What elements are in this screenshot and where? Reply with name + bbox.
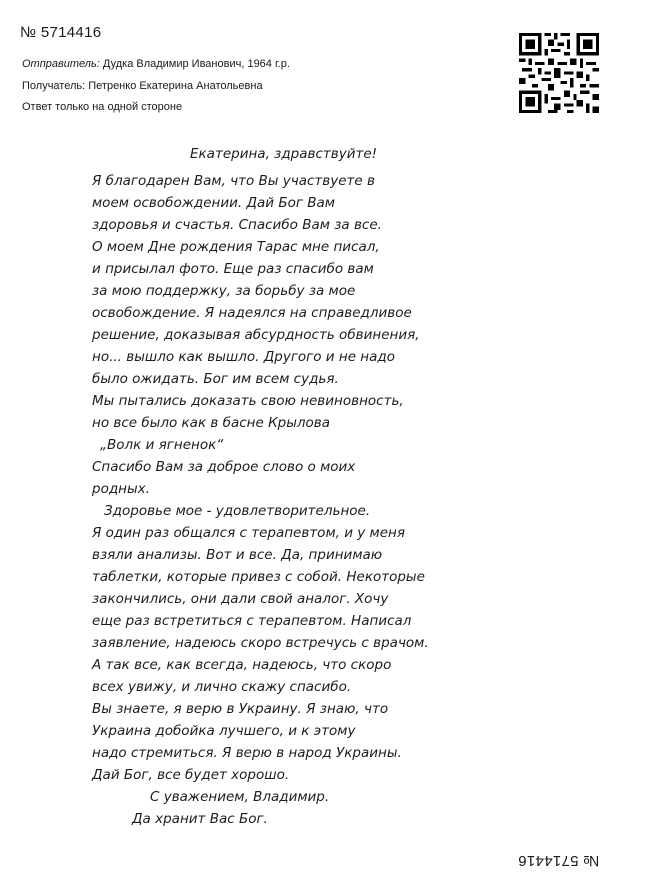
letter-line: А так все, как всегда, надеюсь, что скоро (92, 657, 392, 673)
reply-note: Ответ только на одной стороне (22, 101, 183, 113)
recipient-label: Получатель: (22, 80, 86, 92)
letter-line: решение, доказывая абсурдность обвинения, (92, 327, 420, 343)
letter-line: заявление, надеюсь скоро встречусь с врачом. (92, 635, 429, 651)
letter-line: закончились, они дали свой аналог. Хочу (92, 591, 389, 607)
letter-greeting: Екатерина, здравствуйте! (190, 146, 378, 162)
document-number-rotated: № 5714416 (518, 852, 600, 869)
letter-line: таблетки, которые привез с собой. Некоторые (92, 569, 425, 585)
document-number: № 5714416 (20, 24, 102, 41)
recipient-value: Петренко Екатерина Анатольевна (88, 80, 263, 92)
letter-line: „Волк и ягненок“ (100, 437, 224, 453)
letter-line: Спасибо Вам за доброе слово о моих (92, 459, 356, 475)
sender-value: Дудка Владимир Иванович, 1964 г.р. (102, 58, 290, 70)
letter-line: всех увижу, и лично скажу спасибо. (92, 679, 352, 695)
sender-label: Отправитель: (22, 58, 100, 70)
letter-line: Украина добойка лучшего, и к этому (92, 723, 356, 739)
letter-line: было ожидать. Бог им всем судья. (92, 371, 339, 387)
letter-line: и присылал фото. Еще раз спасибо вам (92, 261, 374, 277)
letter-line: но... вышло как вышло. Другого и не надо (92, 349, 395, 365)
letter-line: здоровья и счастья. Спасибо Вам за все. (92, 217, 382, 233)
letter-line: Здоровье мое - удовлетворительное. (104, 503, 371, 519)
letter-line: взяли анализы. Вот и все. Да, принимаю (92, 547, 383, 563)
letter-line: Вы знаете, я верю в Украину. Я знаю, что (92, 701, 389, 717)
letter-line: надо стремиться. Я верю в народ Украины. (92, 745, 402, 761)
letter-line: за мою поддержку, за борьбу за мое (92, 283, 356, 299)
letter-line: О моем Дне рождения Тарас мне писал, (92, 239, 380, 255)
letter-line: Мы пытались доказать свою невиновность, (92, 393, 404, 409)
letter-line: еще раз встретиться с терапевтом. Написал (92, 613, 412, 629)
letter-line: но все было как в басне Крылова (92, 415, 331, 431)
letter-line: Я благодарен Вам, что Вы участвуете в (92, 173, 375, 189)
letter-line: родных. (92, 481, 150, 497)
letter-line: моем освобождении. Дай Бог Вам (92, 195, 335, 211)
letter-line: Я один раз общался с терапевтом, и у меня (92, 525, 405, 541)
letter-closing: С уважением, Владимир. (150, 789, 330, 805)
letter-blessing: Да хранит Вас Бог. (132, 811, 268, 827)
letter-line: освобождение. Я надеялся на справедливое (92, 305, 412, 321)
letter-line: Дай Бог, все будет хорошо. (92, 767, 290, 783)
